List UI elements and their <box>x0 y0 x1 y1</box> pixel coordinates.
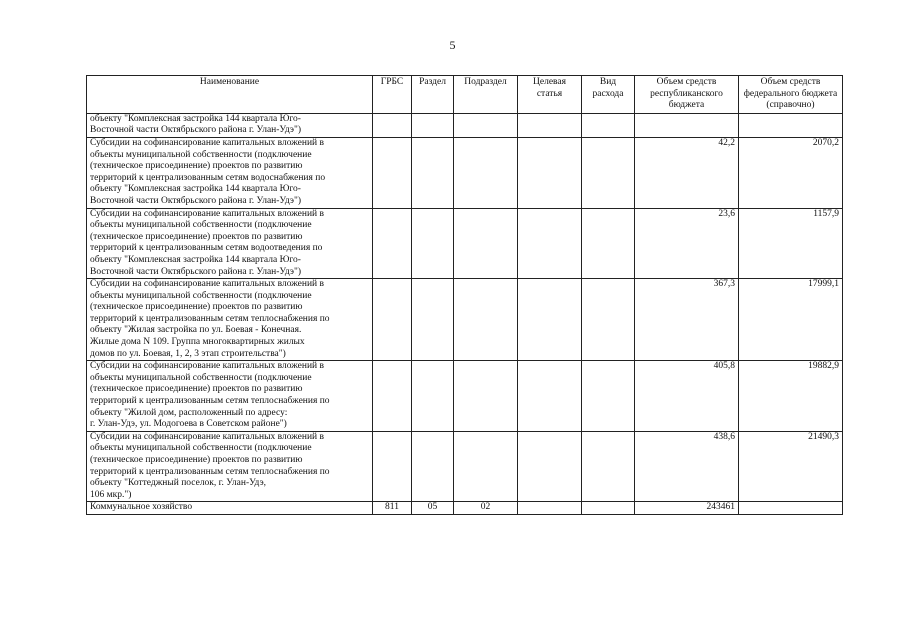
cell-section <box>412 137 454 208</box>
header-section: Раздел <box>412 76 454 114</box>
cell-target <box>518 361 582 432</box>
cell-target <box>518 279 582 361</box>
cell-section <box>412 113 454 137</box>
cell-section <box>412 361 454 432</box>
cell-subsection <box>454 208 518 279</box>
table-row <box>87 431 843 502</box>
cell-name: Субсидии на софинансирование капитальных вложений в объекты муниципальной собственности (подключение (техническое присоединение) проектов по развитию территорий к централизованным сетям водоотведения по объекту "Комплексная застройка 144 квартала Юго- Восточной части Октябрьского района г. Улан-Удэ") <box>87 208 373 279</box>
cell-section <box>412 279 454 361</box>
header-target: Целевая статья <box>518 76 582 114</box>
header-name: Наименование <box>87 76 373 114</box>
budget-table <box>86 75 843 515</box>
cell-federal-budget: 17999,1 <box>739 279 843 361</box>
table-body <box>87 113 843 514</box>
cell-name: Субсидии на софинансирование капитальных вложений в объекты муниципальной собственности (подключение (техническое присоединение) проектов по развитию территорий к централизованным сетям теплоснабжения по объекту "Коттеджный поселок, г. Улан-Удэ, 106 мкр.") <box>87 431 373 502</box>
cell-subsection: 02 <box>454 502 518 515</box>
cell-target <box>518 502 582 515</box>
cell-federal-budget <box>739 113 843 137</box>
cell-republic-budget: 243461 <box>635 502 739 515</box>
cell-target <box>518 431 582 502</box>
cell-expense-type <box>582 137 635 208</box>
cell-republic-budget: 405,8 <box>635 361 739 432</box>
cell-target <box>518 113 582 137</box>
cell-name: Субсидии на софинансирование капитальных вложений в объекты муниципальной собственности (подключение (техническое присоединение) проектов по развитию территорий к централизованным сетям теплоснабжения по объекту "Жилая застройка по ул. Боевая - Конечная. Жилые дома N 109. Группа многоквартирных жилых домов по ул. Боевая, 1, 2, 3 этап строительства") <box>87 279 373 361</box>
table-row <box>87 113 843 137</box>
header-republic-budget: Объем средств республиканского бюджета <box>635 76 739 114</box>
cell-subsection <box>454 137 518 208</box>
cell-grbs <box>373 361 412 432</box>
header-federal-budget: Объем средств федерального бюджета (справочно) <box>739 76 843 114</box>
cell-name: объекту "Комплексная застройка 144 квартала Юго- Восточной части Октябрьского района г. Улан-Удэ") <box>87 113 373 137</box>
cell-name: Субсидии на софинансирование капитальных вложений в объекты муниципальной собственности (подключение (техническое присоединение) проектов по развитию территорий к централизованным сетям водоснабжения по объекту "Комплексная застройка 144 квартала Юго- Восточной части Октябрьского района г. Улан-Удэ") <box>87 137 373 208</box>
cell-republic-budget: 42,2 <box>635 137 739 208</box>
cell-grbs <box>373 279 412 361</box>
cell-expense-type <box>582 113 635 137</box>
cell-subsection <box>454 279 518 361</box>
cell-expense-type <box>582 431 635 502</box>
cell-republic-budget: 23,6 <box>635 208 739 279</box>
header-grbs: ГРБС <box>373 76 412 114</box>
cell-expense-type <box>582 502 635 515</box>
cell-federal-budget: 19882,9 <box>739 361 843 432</box>
cell-expense-type <box>582 279 635 361</box>
cell-name: Субсидии на софинансирование капитальных вложений в объекты муниципальной собственности (подключение (техническое присоединение) проектов по развитию территорий к централизованным сетям теплоснабжения по объекту "Жилой дом, расположенный по адресу: г. Улан-Удэ, ул. Модогоева в Советском районе") <box>87 361 373 432</box>
cell-federal-budget: 1157,9 <box>739 208 843 279</box>
cell-federal-budget <box>739 502 843 515</box>
cell-section: 05 <box>412 502 454 515</box>
cell-target <box>518 137 582 208</box>
table-row <box>87 137 843 208</box>
cell-grbs <box>373 137 412 208</box>
table-header-row <box>87 76 843 114</box>
cell-subsection <box>454 361 518 432</box>
cell-expense-type <box>582 208 635 279</box>
cell-republic-budget <box>635 113 739 137</box>
cell-republic-budget: 367,3 <box>635 279 739 361</box>
cell-federal-budget: 21490,3 <box>739 431 843 502</box>
table-row <box>87 502 843 515</box>
cell-grbs: 811 <box>373 502 412 515</box>
cell-section <box>412 208 454 279</box>
cell-subsection <box>454 113 518 137</box>
table-row <box>87 361 843 432</box>
cell-name: Коммунальное хозяйство <box>87 502 373 515</box>
cell-target <box>518 208 582 279</box>
header-expense-type: Вид расхода <box>582 76 635 114</box>
table-row <box>87 279 843 361</box>
cell-grbs <box>373 208 412 279</box>
cell-section <box>412 431 454 502</box>
cell-expense-type <box>582 361 635 432</box>
header-subsection: Подраздел <box>454 76 518 114</box>
cell-grbs <box>373 431 412 502</box>
page-number: 5 <box>449 38 456 52</box>
table-row <box>87 208 843 279</box>
cell-federal-budget: 2070,2 <box>739 137 843 208</box>
cell-republic-budget: 438,6 <box>635 431 739 502</box>
cell-subsection <box>454 431 518 502</box>
cell-grbs <box>373 113 412 137</box>
